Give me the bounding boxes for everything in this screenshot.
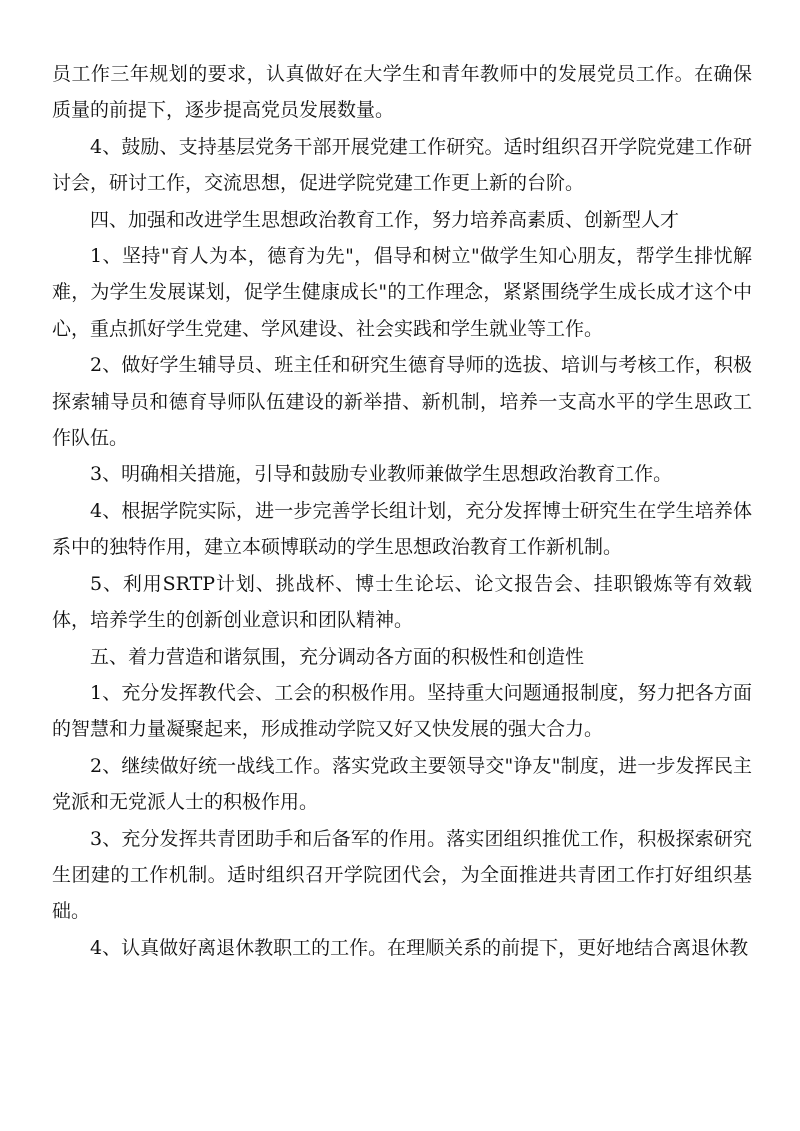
section-heading: 五、着力营造和谐氛围，充分调动各方面的积极性和创造性 [90, 645, 585, 668]
paragraph-item: 3、充分发挥共青团助手和后备军的作用。落实团组织推优工作，积极探索研究生团建的工作机制。适时组织召开学院团代会，为全面推进共青团工作打好组织基础。 [52, 827, 752, 923]
paragraph-item: 3、明确相关措施，引导和鼓励专业教师兼做学生思想政治教育工作。 [90, 463, 673, 486]
paragraph-item: 5、利用SRTP计划、挑战杯、博士生论坛、论文报告会、挂职锻炼等有效载体，培养学生的创新创业意识和团队精神。 [52, 572, 752, 632]
paragraph-item: 1、充分发挥教代会、工会的积极作用。坚持重大问题通报制度，努力把各方面的智慧和力量凝聚起来，形成推动学院又好又快发展的强大合力。 [52, 681, 752, 741]
section-heading: 四、加强和改进学生思想政治教育工作，努力培养高素质、创新型人才 [90, 208, 680, 231]
paragraph-item: 4、根据学院实际，进一步完善学长组计划，充分发挥博士研究生在学生培养体系中的独特作用，建立本硕博联动的学生思想政治教育工作新机制。 [52, 499, 752, 559]
paragraph-continuation: 员工作三年规划的要求，认真做好在大学生和青年教师中的发展党员工作。在确保质量的前提下，逐步提高党员发展数量。 [52, 63, 752, 122]
paragraph-item: 2、做好学生辅导员、班主任和研究生德育导师的选拔、培训与考核工作，积极探索辅导员和德育导师队伍建设的新举措、新机制，培养一支高水平的学生思政工作队伍。 [52, 354, 752, 450]
document-body [52, 56, 752, 966]
paragraph-item: 2、继续做好统一战线工作。落实党政主要领导交"诤友"制度，进一步发挥民主党派和无党派人士的积极作用。 [52, 754, 752, 814]
paragraph-item: 4、认真做好离退休教职工的工作。在理顺关系的前提下，更好地结合离退休教 [90, 936, 749, 959]
paragraph-item: 4、鼓励、支持基层党务干部开展党建工作研究。适时组织召开学院党建工作研讨会，研讨工作，交流思想，促进学院党建工作更上新的台阶。 [52, 135, 752, 195]
paragraph-item: 1、坚持"育人为本，德育为先"，倡导和树立"做学生知心朋友，帮学生排忧解难，为学生发展谋划，促学生健康成长"的工作理念，紧紧围绕学生成长成才这个中心，重点抓好学生党建、学风建设、社会实践和学生就业等工作。 [52, 245, 752, 340]
